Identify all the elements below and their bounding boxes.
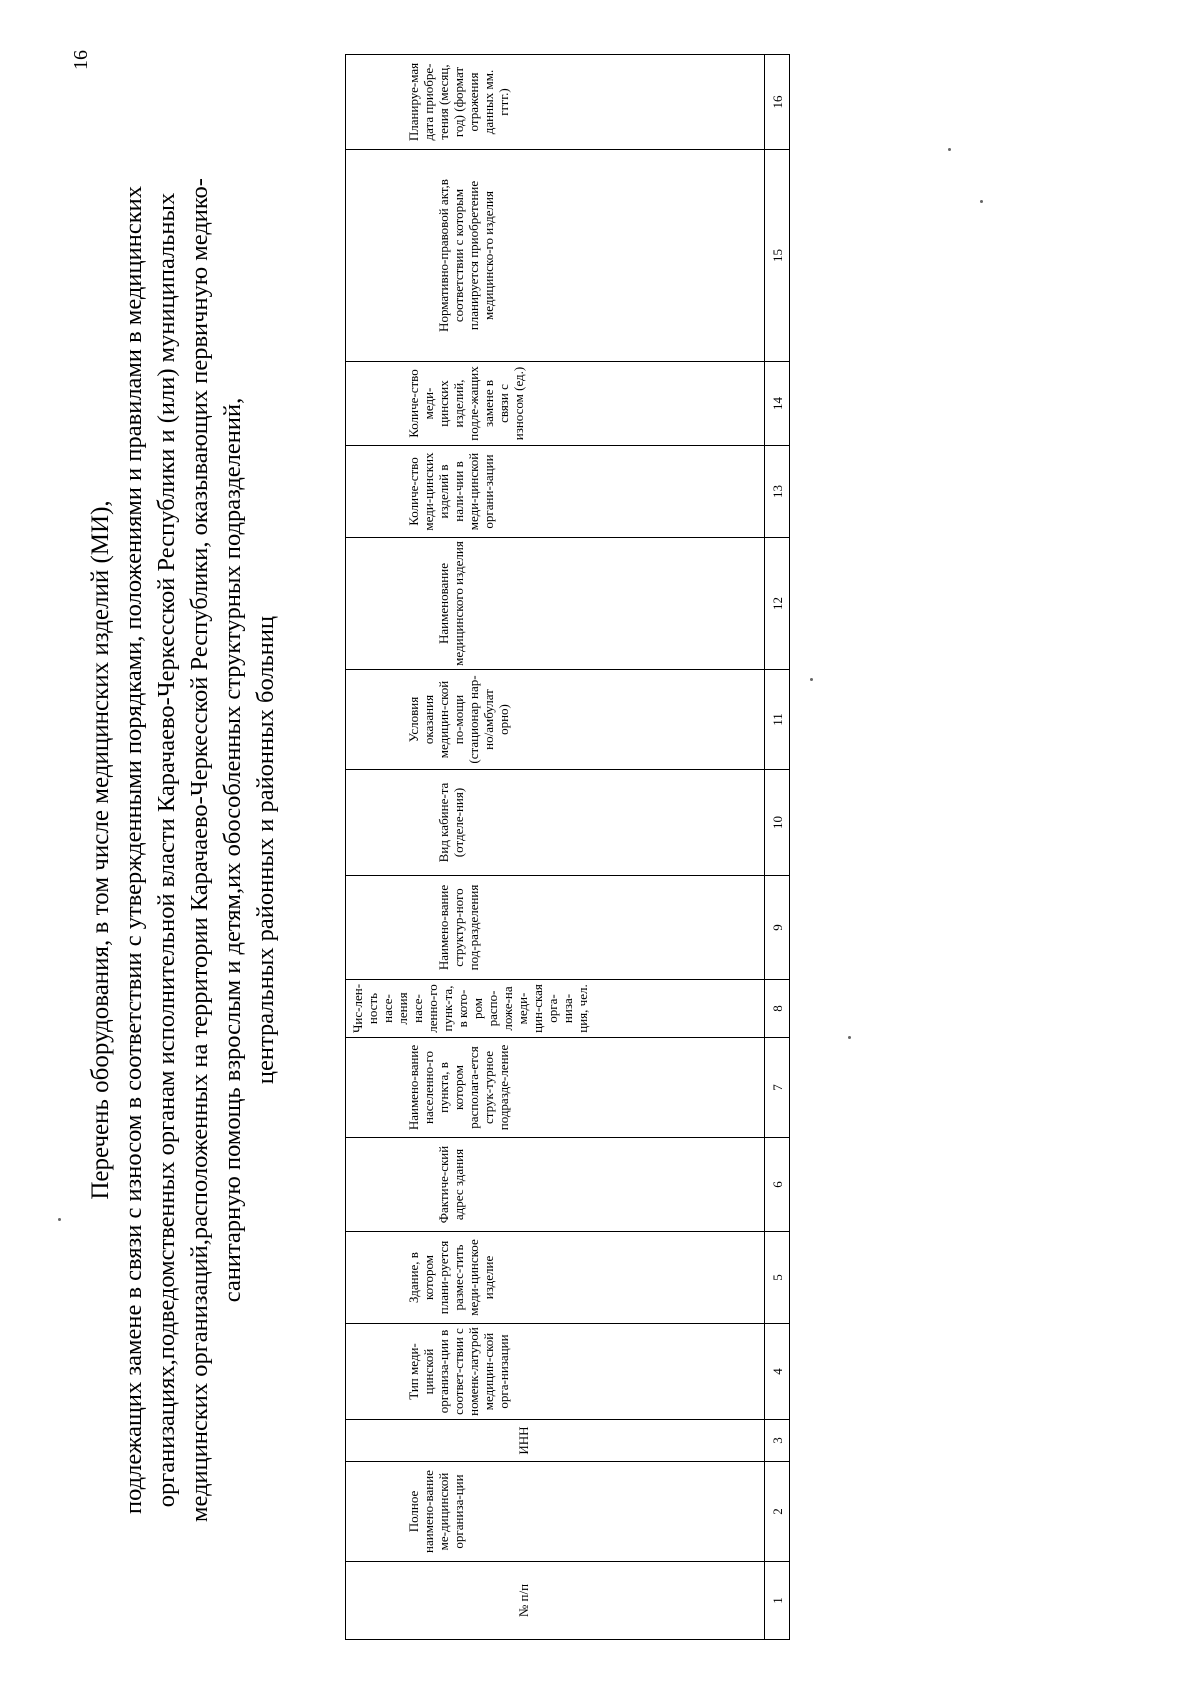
header-cell-5: Здание, в котором плани-руется размес-тить меди-цинское изделие	[346, 1232, 765, 1324]
header-cell-8: Чис-лен-ность насе-ления насе-ленно-го пунк-та, в кото-ром распо-ложе-на меди-цин-ская орга-низа-ция, чел.	[346, 980, 765, 1038]
header-cell-9: Наимено-вание структур-ного под-разделения	[346, 876, 765, 980]
document-title	[84, 60, 282, 1640]
column-number: 1	[765, 1562, 790, 1640]
scan-speck	[848, 1036, 851, 1039]
column-number: 4	[765, 1324, 790, 1420]
column-number: 16	[765, 55, 790, 150]
column-number: 9	[765, 876, 790, 980]
title-line-4: медицинских организаций,расположенных на территории Карачаево-Черкесской Республики, оказывающих первичную медико-	[186, 178, 213, 1522]
header-cell-15: Нормативно-правовой акт,в соответствии с которым планируется приобретение медицинско-го изделия	[346, 150, 765, 362]
title-line-1: Перечень оборудования, в том числе медицинских изделий (МИ),	[87, 500, 114, 1200]
title-line-3: организациях,подведомственных органам исполнительной власти Карачаево-Черкесской Республики и (или) муниципальных	[153, 192, 180, 1508]
column-number: 13	[765, 446, 790, 538]
header-cell-11: Условия оказания медицин-ской по-мощи (стационар нар-но/амбулат орно)	[346, 670, 765, 770]
header-cell-4: Тип меди-цинской организа-ции в соответ-ствии с номенк-латурой медицин-ской орга-низации	[346, 1324, 765, 1420]
header-cell-1: № п/п	[346, 1562, 765, 1640]
column-number: 3	[765, 1420, 790, 1462]
column-number: 11	[765, 670, 790, 770]
column-number: 15	[765, 150, 790, 362]
scan-speck	[948, 148, 951, 151]
document-sheet	[70, 50, 800, 1650]
header-cell-3: ИНН	[346, 1420, 765, 1462]
header-cell-13: Количе-ство меди-цинских изделий в нали-чии в меди-цинской органи-зации	[346, 446, 765, 538]
column-number-row	[765, 55, 790, 1640]
column-number: 6	[765, 1138, 790, 1232]
column-number: 10	[765, 770, 790, 876]
page-number: 16	[70, 50, 92, 70]
column-number: 5	[765, 1232, 790, 1324]
header-cell-7: Наимено-вание населенно-го пункта, в котором располага-ется струк-турное подразде-ление	[346, 1038, 765, 1138]
title-line-6: центральных районных и районных больниц	[252, 615, 279, 1085]
header-cell-16: Планируе-мая дата приобре-тения (месяц, год) (формат отражения данных мм. гггг.)	[346, 55, 765, 150]
scan-speck	[810, 678, 813, 681]
header-cell-10: Вид кабине-та (отделе-ния)	[346, 770, 765, 876]
header-cell-12: Наименование медицинского изделия	[346, 538, 765, 670]
title-line-5: санитарную помощь взрослым и детям,их обособленных структурных подразделений,	[219, 397, 246, 1303]
column-number: 8	[765, 980, 790, 1038]
column-number: 14	[765, 362, 790, 446]
header-cell-6: Фактиче-ский адрес здания	[346, 1138, 765, 1232]
column-number: 2	[765, 1462, 790, 1562]
column-number: 7	[765, 1038, 790, 1138]
title-line-2: подлежащих замене в связи с износом в соответствии с утвержденными порядками, положениями и правилами в медицинских	[120, 186, 147, 1514]
equipment-table	[345, 54, 790, 1640]
scan-speck	[58, 1218, 61, 1221]
header-cell-14: Количе-ство меди-цинских изделий, подле-жащих замене в связи с износом (ед.)	[346, 362, 765, 446]
scan-speck	[980, 200, 983, 203]
table-header-row	[346, 55, 765, 1640]
column-number: 12	[765, 538, 790, 670]
header-cell-2: Полное наимено-вание ме-дицинской организа-ции	[346, 1462, 765, 1562]
